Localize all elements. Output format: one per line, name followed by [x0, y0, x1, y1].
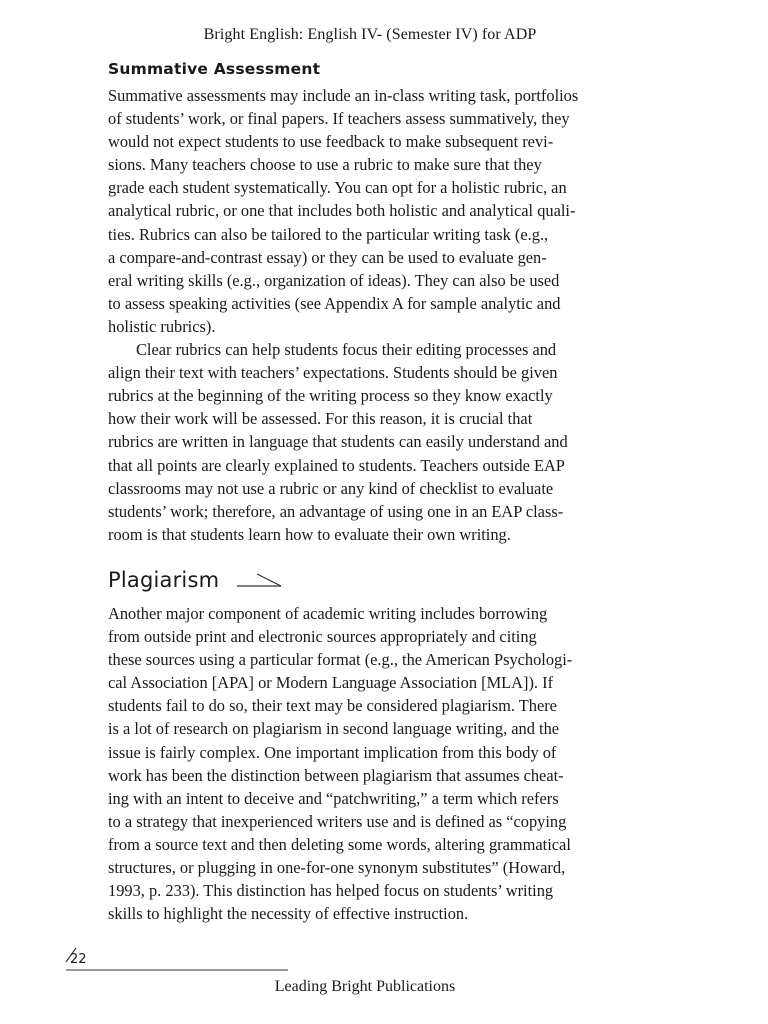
text-line: from a source text and then deleting some words, altering grammatical	[108, 834, 571, 854]
text-line: grade each student systematically. You can opt for a holistic rubric, an	[108, 178, 567, 198]
text-line: rubrics at the beginning of the writing process so they know exactly	[108, 386, 553, 406]
text-line: these sources using a particular format (e.g., the American Psychologi-	[108, 650, 573, 670]
plagiarism-body-text	[108, 602, 668, 925]
summative-body-text	[108, 84, 668, 546]
text-line: from outside print and electronic sources appropriately and citing	[108, 627, 537, 647]
text-line: skills to highlight the necessity of effective instruction.	[108, 904, 469, 924]
text-line: Clear rubrics can help students focus their editing processes and	[136, 340, 557, 360]
text-line: ties. Rubrics can also be tailored to the particular writing task (e.g.,	[108, 224, 549, 244]
text-line: eral writing skills (e.g., organization of ideas). They can also be used	[108, 270, 560, 290]
text-line: 1993, p. 233). This distinction has helped focus on students’ writing	[108, 881, 554, 901]
text-line: Summative assessments may include an in-class writing task, portfolios	[108, 86, 579, 105]
text-line: issue is fairly complex. One important implication from this body of	[108, 742, 557, 762]
text-line: students fail to do so, their text may be considered plagiarism. There	[108, 696, 557, 716]
text-line: classrooms may not use a rubric or any kind of checklist to evaluate	[108, 478, 554, 498]
page-corner-mark-icon	[64, 946, 290, 972]
text-line: ing with an intent to deceive and “patchwriting,” a term which refers	[108, 788, 559, 808]
section-heading-plagiarism	[108, 568, 289, 592]
text-line: of students’ work, or final papers. If teachers assess summatively, they	[108, 109, 570, 129]
page-number-block	[64, 946, 290, 972]
text-line: structures, or plugging in one-for-one synonym substitutes” (Howard,	[108, 858, 566, 878]
text-line: align their text with teachers’ expectations. Students should be given	[108, 363, 558, 383]
text-line: to a strategy that inexperienced writers use and is defined as “copying	[108, 811, 567, 831]
text-line: to assess speaking activities (see Appendix A for sample analytic and	[108, 293, 561, 313]
running-header: Bright English: English IV- (Semester IV) for ADP	[203, 26, 537, 43]
plagiarism-title: Plagiarism	[108, 568, 220, 592]
arrow-mark-icon	[235, 572, 289, 588]
text-line: analytical rubric, or one that includes both holistic and analytical quali-	[108, 201, 576, 221]
section-heading-summative: Summative Assessment	[108, 60, 321, 78]
text-line: how their work will be assessed. For this reason, it is crucial that	[108, 409, 533, 429]
text-line: would not expect students to use feedback to make subsequent revi-	[108, 132, 554, 152]
page-number: 22	[70, 952, 87, 967]
text-line: students’ work; therefore, an advantage of using one in an EAP class-	[108, 501, 564, 521]
text-line: a compare-and-contrast essay) or they can be used to evaluate gen-	[108, 247, 547, 267]
text-line: cal Association [APA] or Modern Language Association [MLA]). If	[108, 673, 554, 693]
text-line: room is that students learn how to evaluate their own writing.	[108, 524, 511, 544]
text-line: rubrics are written in language that students can easily understand and	[108, 432, 568, 452]
footer-publisher: Leading Bright Publications	[274, 978, 456, 995]
text-line: is a lot of research on plagiarism in second language writing, and the	[108, 719, 560, 739]
text-line: holistic rubrics).	[108, 316, 216, 336]
text-line: that all points are clearly explained to students. Teachers outside EAP	[108, 455, 565, 475]
text-line: work has been the distinction between plagiarism that assumes cheat-	[108, 765, 564, 785]
text-line: Another major component of academic writing includes borrowing	[108, 604, 548, 623]
text-line: sions. Many teachers choose to use a rubric to make sure that they	[108, 155, 542, 175]
